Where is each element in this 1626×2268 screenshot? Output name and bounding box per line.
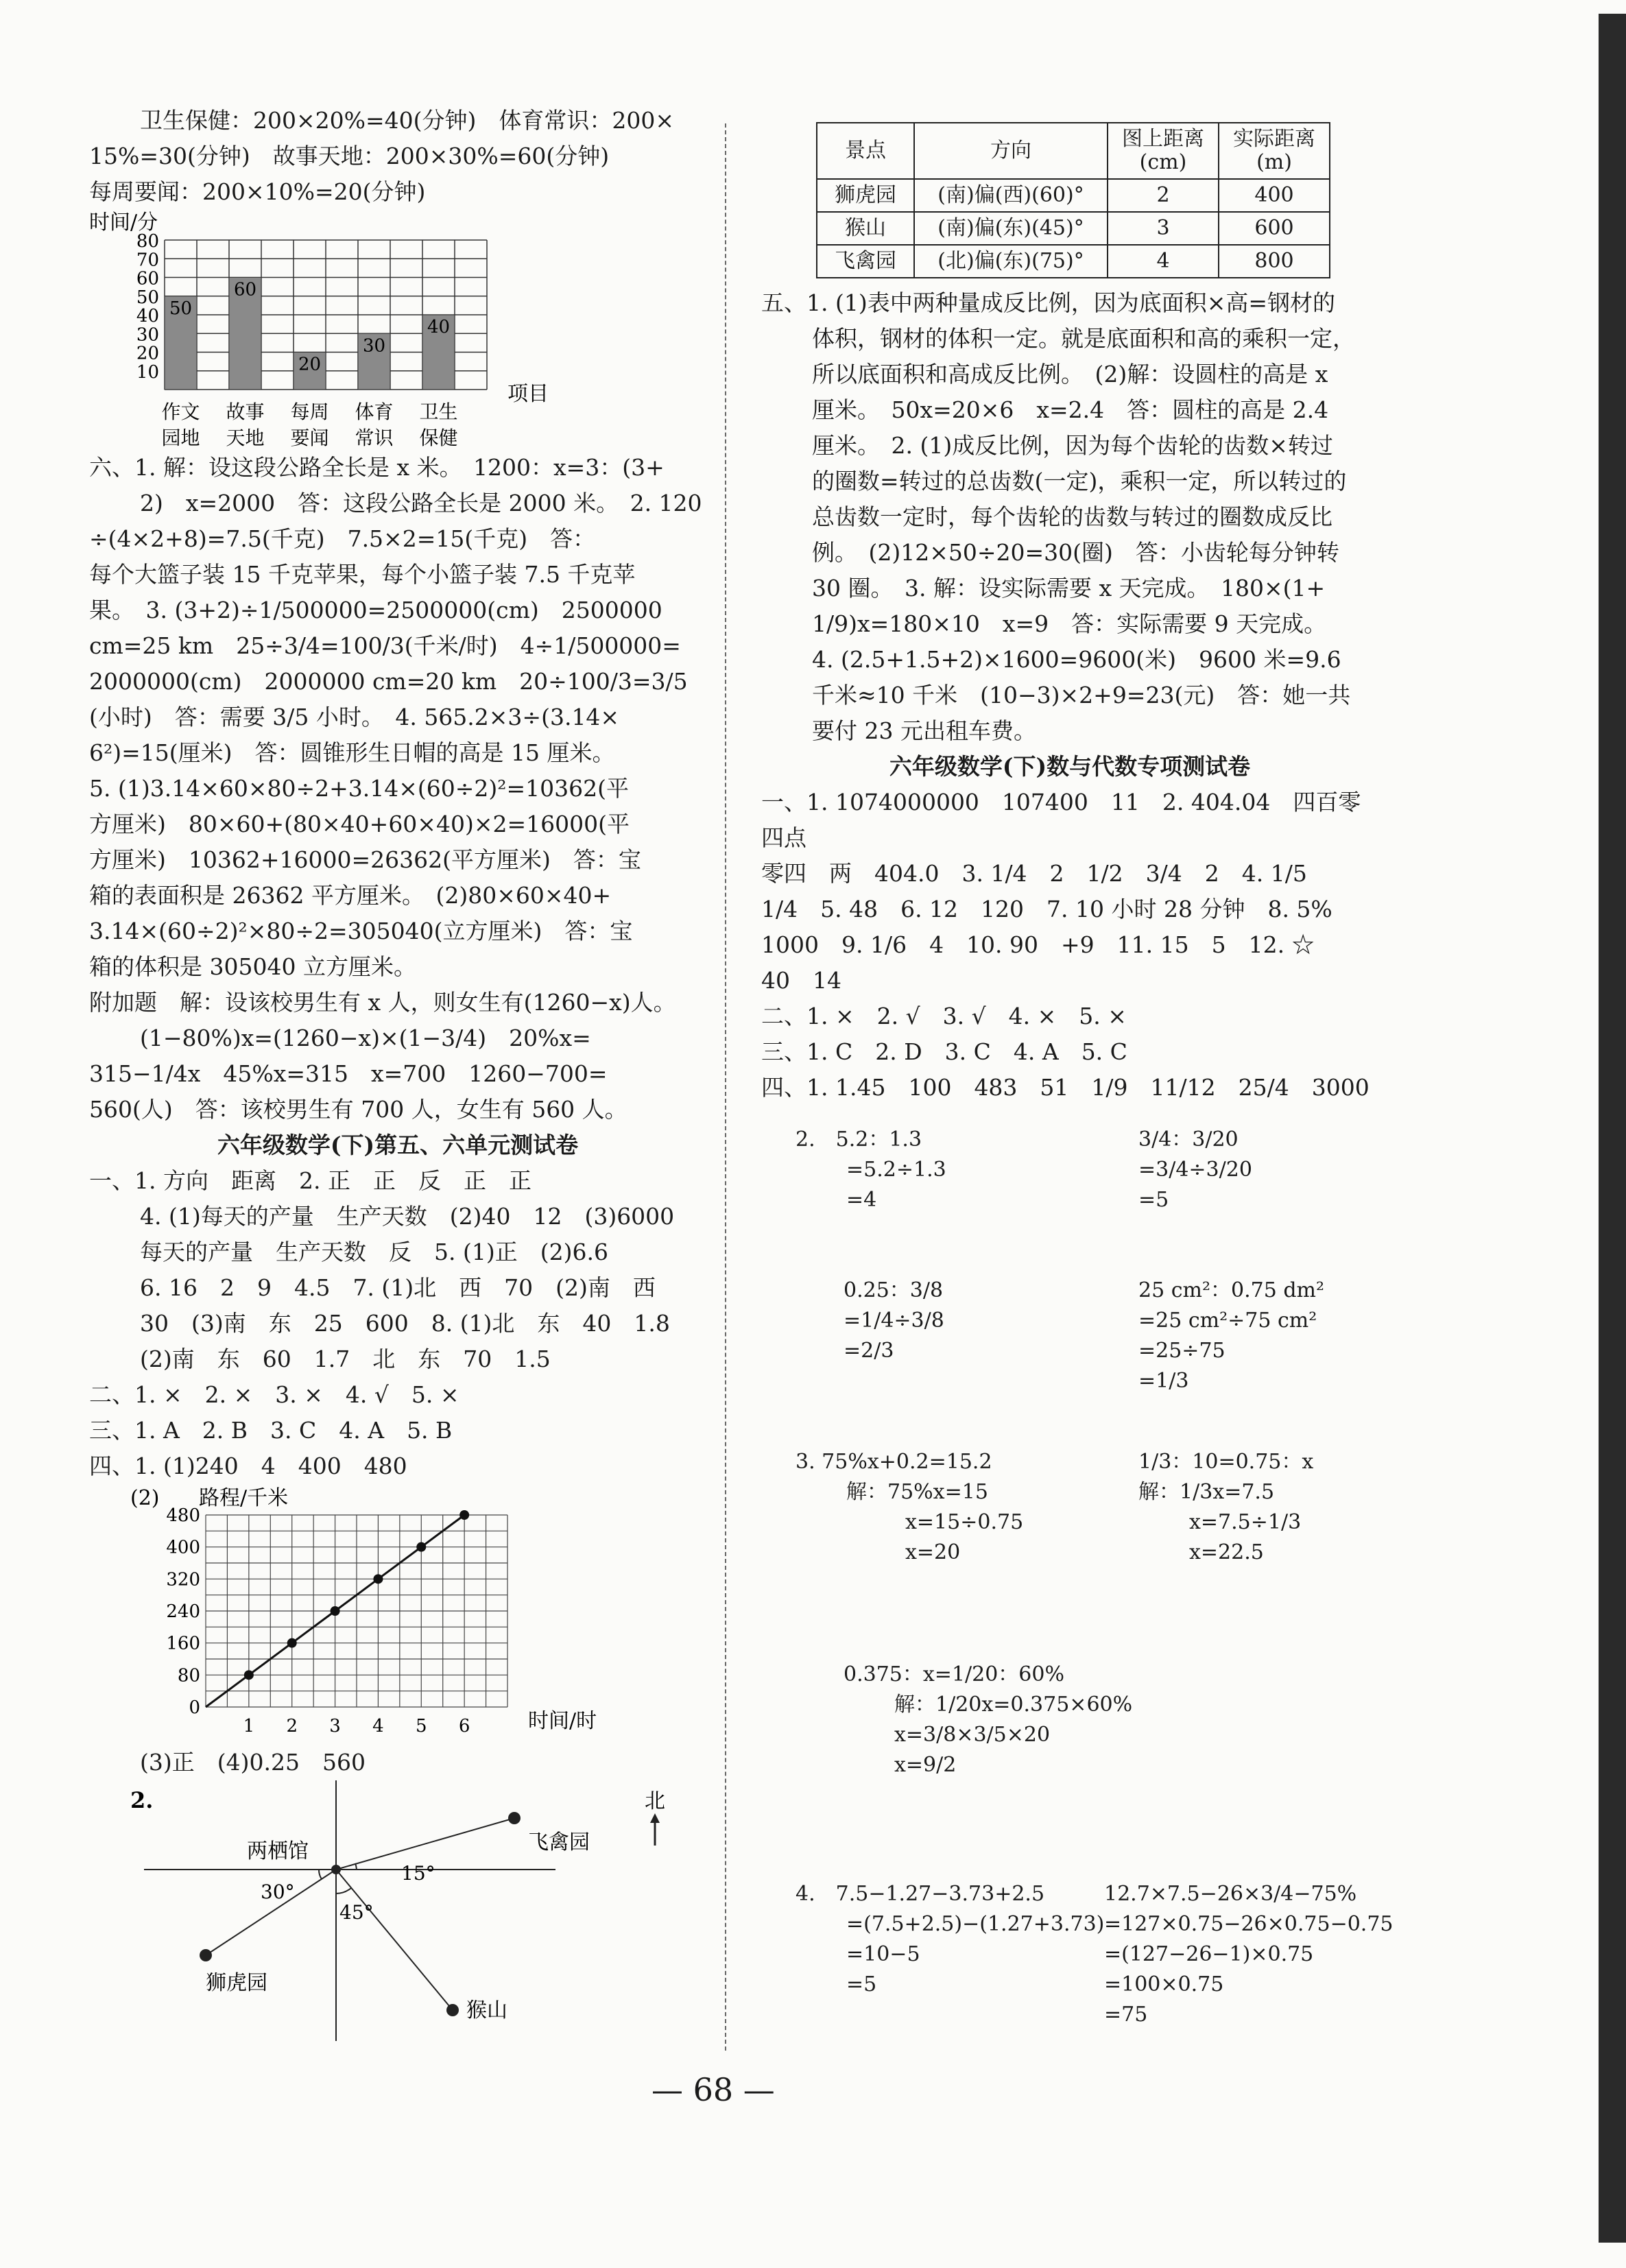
y-tick-label: 400 — [166, 1537, 200, 1558]
direction-map — [89, 1780, 693, 2041]
bar-value-label: 60 — [233, 279, 257, 300]
answer-line: 附加题 解：设该校男生有 x 人，则女生有(1260−x)人。 — [89, 989, 676, 1016]
lion-park-label: 狮虎园 — [206, 1971, 267, 1995]
answer-line: 315−1/4x 45%x=315 x=700 1260−700= — [89, 1060, 608, 1087]
answer-line: 30 (3)南 东 25 600 8. (1)北 东 40 1.8 — [140, 1310, 670, 1337]
answer-line: 所以底面积和高成反比例。 (2)解：设圆柱的高是 x — [812, 361, 1328, 387]
line-chart-ylabel: 路程/千米 — [199, 1486, 289, 1510]
math-block — [796, 1879, 1104, 2000]
y-tick-label: 160 — [166, 1633, 200, 1654]
y-tick-label: 480 — [166, 1505, 200, 1526]
answer-line: 方厘米) 10362+16000=26362(平方厘米) 答：宝 — [89, 846, 641, 873]
category-label: 卫生 — [419, 401, 458, 423]
math-line: =1/4÷3/8 — [844, 1309, 944, 1333]
math-line: =5.2÷1.3 — [846, 1158, 946, 1182]
answer-line: 总齿数一定时，每个齿轮的齿数与转过的圈数成反比 — [812, 503, 1332, 530]
data-point — [287, 1638, 297, 1648]
scan-edge — [1599, 14, 1626, 2243]
math-line: =100×0.75 — [1104, 1972, 1224, 1996]
table-row — [817, 179, 1330, 212]
answer-line: 6. 16 2 9 4.5 7. (1)北 西 70 (2)南 西 — [140, 1274, 656, 1301]
line-chart-item-label: (2) — [130, 1486, 160, 1510]
data-point — [373, 1574, 383, 1584]
x-tick-label: 5 — [416, 1716, 427, 1736]
answer-line: 五、1. (1)表中两种量成反比例，因为底面积×高=钢材的 — [761, 289, 1336, 316]
math-line: 12.7×7.5−26×3/4−75% — [1104, 1882, 1357, 1906]
bar-chart-yticks — [136, 231, 159, 383]
answer-line: 4. (1)每天的产量 生产天数 (2)40 12 (3)6000 — [140, 1203, 675, 1230]
answer-line: 一、1. 方向 距离 2. 正 正 反 正 正 — [89, 1167, 531, 1194]
bar-chart-xlabel: 项目 — [507, 382, 549, 406]
answer-line: 2) x=2000 答：这段公路全长是 2000 米。 2. 120 — [140, 490, 702, 516]
math-block — [796, 1125, 946, 1215]
answer-line: 千米≈10 千米 (10−3)×2+9=23(元) 答：她一共 — [812, 682, 1351, 708]
y-tick-label: 10 — [136, 361, 159, 383]
answer-line: 例。 (2)12×50÷20=30(圈) 答：小齿轮每分钟转 — [812, 539, 1339, 566]
table-cell: 600 — [1219, 212, 1330, 245]
math-line: 0.25：3/8 — [844, 1278, 944, 1302]
answer-line: 四、1. (1)240 4 400 480 — [89, 1453, 407, 1479]
table-cell: 2 — [1108, 179, 1219, 212]
answer-line: 2000000(cm) 2000000 cm=20 km 20÷100/3=3/5 — [89, 668, 688, 695]
y-tick-label: 80 — [136, 231, 159, 252]
math-line: 解：75%x=15 — [846, 1480, 988, 1504]
map-center-label: 两栖馆 — [247, 1839, 309, 1863]
y-tick-label: 30 — [136, 324, 159, 346]
category-label: 天地 — [226, 427, 265, 449]
category-label: 体育 — [355, 401, 394, 423]
math-line: 3/4：3/20 — [1138, 1127, 1239, 1151]
math-line: =10−5 — [846, 1942, 920, 1966]
table-cell: 800 — [1219, 245, 1330, 278]
answer-line: (1−80%)x=(1260−x)×(1−3/4) 20%x= — [140, 1025, 591, 1051]
math-line: 解：1/20x=0.375×60% — [894, 1693, 1133, 1717]
math-line: 0.375：x=1/20：60% — [844, 1662, 1064, 1686]
math-line: 解：1/3x=7.5 — [1138, 1480, 1275, 1504]
north-arrowhead-icon — [650, 1813, 660, 1823]
table-header-cell: 实际距离(m) — [1219, 123, 1330, 179]
section-five — [761, 285, 1378, 749]
scenic-spot-table — [816, 122, 1330, 278]
math-line: 2. 5.2：1.3 — [796, 1127, 922, 1151]
x-tick-label: 2 — [286, 1716, 298, 1736]
y-tick-label: 40 — [136, 306, 159, 326]
category-label: 要闻 — [290, 427, 329, 449]
answer-line: 三、1. A 2. B 3. C 4. A 5. B — [89, 1417, 453, 1444]
extra-question — [89, 985, 706, 1127]
answer-line: 箱的表面积是 26362 平方厘米。 (2)80×60×40+ — [89, 882, 612, 909]
y-tick-label: 80 — [177, 1665, 200, 1686]
intro-line: 15%=30(分钟) 故事天地：200×30%=60(分钟) — [89, 143, 610, 169]
left-column — [89, 103, 706, 2041]
x-tick-label: 6 — [458, 1716, 470, 1736]
table-row — [817, 245, 1330, 278]
data-point — [459, 1510, 469, 1520]
category-label: 常识 — [355, 427, 394, 449]
north-label: 北 — [645, 1789, 665, 1813]
bar-chart — [89, 210, 693, 450]
number-algebra-answers — [761, 785, 1378, 1106]
table-header-cell: 图上距离(cm) — [1108, 123, 1219, 179]
math-line: x=15÷0.75 — [905, 1510, 1024, 1534]
data-point — [244, 1670, 254, 1680]
answer-line: 厘米。 2. (1)成反比例，因为每个齿轮的齿数×转过 — [812, 432, 1333, 459]
monkey-hill-point — [446, 2004, 459, 2016]
angle-label: 45° — [339, 1901, 374, 1924]
table-header-cell: 方向 — [914, 123, 1108, 179]
answer-line: cm=25 km 25÷3/4=100/3(千米/时) 4÷1/500000= — [89, 632, 681, 659]
unit-test-title: 六年级数学(下)第五、六单元测试卷 — [217, 1132, 579, 1158]
amphibian-hall-point — [331, 1865, 341, 1874]
math-line: =5 — [1138, 1188, 1169, 1212]
data-point — [416, 1542, 426, 1552]
table-cell: 3 — [1108, 212, 1219, 245]
answer-line: 四、1. 1.45 100 483 51 1/9 11/12 25/4 3000 — [761, 1074, 1370, 1101]
bar-value-label: 20 — [298, 354, 322, 375]
column-divider — [725, 123, 726, 2051]
angle-label: 30° — [261, 1881, 295, 1903]
math-line: 25 cm²：0.75 dm² — [1138, 1278, 1324, 1302]
category-label: 园地 — [161, 427, 200, 449]
answer-line: 40 14 — [761, 967, 841, 994]
angle-arc — [336, 1888, 351, 1894]
table-cell: 飞禽园 — [817, 245, 914, 278]
bird-park-label: 飞禽园 — [528, 1830, 590, 1854]
answer-line: ÷(4×2+8)=7.5(千克) 7.5×2=15(千克) 答： — [89, 525, 596, 552]
answer-line: 方厘米) 80×60+(80×40+60×40)×2=16000(平 — [89, 811, 630, 837]
answer-line: 5. (1)3.14×60×80÷2+3.14×(60÷2)²=10362(平 — [89, 775, 630, 802]
math-block — [844, 1276, 944, 1366]
bar-chart-categories — [161, 401, 457, 449]
math-line: =(127−26−1)×0.75 — [1104, 1942, 1314, 1966]
x-tick-label: 1 — [243, 1716, 255, 1736]
answer-line: 1/4 5. 48 6. 12 120 7. 10 小时 28 分钟 8. 5% — [761, 896, 1332, 922]
answer-line: (3)正 (4)0.25 560 — [140, 1749, 366, 1776]
math-block — [1104, 1879, 1394, 2030]
table-cell: (南)偏(西)(60)° — [914, 179, 1108, 212]
category-label: 每周 — [290, 401, 329, 423]
table-header-row — [817, 123, 1330, 179]
intro-line: 每周要闻：200×10%=20(分钟) — [89, 178, 426, 205]
y-tick-label: 0 — [189, 1697, 200, 1718]
answer-line: 箱的体积是 305040 立方厘米。 — [89, 953, 416, 980]
x-tick-label: 4 — [372, 1716, 384, 1736]
map-item-label: 2. — [130, 1787, 154, 1813]
table-row — [817, 212, 1330, 245]
math-line: =(7.5+2.5)−(1.27+3.73) — [846, 1912, 1105, 1936]
answer-line: 体积，钢材的体积一定。就是底面积和高的乘积一定， — [812, 325, 1355, 352]
table-cell: (南)偏(东)(45)° — [914, 212, 1108, 245]
y-tick-label: 320 — [166, 1569, 200, 1590]
math-line: x=7.5÷1/3 — [1189, 1510, 1302, 1534]
answer-line: (2)南 东 60 1.7 北 东 70 1.5 — [140, 1346, 551, 1372]
bird-park-point — [508, 1812, 521, 1824]
category-label: 故事 — [226, 401, 265, 423]
line-chart-xlabel: 时间/时 — [528, 1709, 597, 1733]
math-line: x=22.5 — [1189, 1540, 1264, 1564]
line-chart-series — [206, 1510, 469, 1707]
math-line: x=3/8×3/5×20 — [894, 1723, 1051, 1747]
table-cell: 4 — [1108, 245, 1219, 278]
answer-line: 4. (2.5+1.5+2)×1600=9600(米) 9600 米=9.6 — [812, 646, 1341, 673]
answer-line: 一、1. 1074000000 107400 11 2. 404.04 四百零四点 — [761, 789, 1361, 851]
math-line: 4. 7.5−1.27−3.73+2.5 — [796, 1882, 1045, 1906]
math-line: =2/3 — [844, 1339, 894, 1363]
math-block — [1138, 1125, 1252, 1215]
math-line: x=9/2 — [894, 1753, 957, 1777]
monkey-hill-label: 猴山 — [466, 1998, 507, 2022]
x-tick-label: 3 — [329, 1716, 341, 1736]
answer-line: 二、1. × 2. √ 3. √ 4. × 5. × — [761, 1003, 1127, 1029]
bar-value-label: 30 — [362, 335, 386, 357]
y-tick-label: 20 — [136, 343, 159, 364]
bar-chart-ylabel: 时间/分 — [89, 211, 158, 235]
math-line: =4 — [846, 1188, 877, 1212]
section-six — [89, 450, 706, 985]
answer-line: 3.14×(60÷2)²×80÷2=305040(立方厘米) 答：宝 — [89, 918, 633, 944]
answer-line: 零四 两 404.0 3. 1/4 2 1/2 3/4 2 4. 1/5 — [761, 860, 1307, 887]
data-point — [331, 1606, 340, 1616]
table-cell: 400 — [1219, 179, 1330, 212]
y-tick-label: 240 — [166, 1601, 200, 1622]
table-cell: 狮虎园 — [817, 179, 914, 212]
y-tick-label: 60 — [136, 268, 159, 289]
table-header-cell: 景点 — [817, 123, 914, 179]
answer-line: 厘米。 50x=20×6 x=2.4 答：圆柱的高是 2.4 — [812, 396, 1329, 423]
route-to-monkey-hill — [336, 1870, 453, 2010]
math-line: 3. 75%x+0.2=15.2 — [796, 1450, 992, 1474]
math-line: =25 cm²÷75 cm² — [1138, 1309, 1317, 1333]
answer-line: 六、1. 解：设这段公路全长是 x 米。 1200：x=3：(3+ — [89, 454, 665, 481]
answer-line: 6²)=15(厘米) 答：圆锥形生日帽的高是 15 厘米。 — [89, 739, 615, 766]
answer-line: 1/9)x=180×10 x=9 答：实际需要 9 天完成。 — [812, 610, 1327, 637]
math-line: 1/3：10=0.75：x — [1138, 1450, 1314, 1474]
y-tick-label: 70 — [136, 250, 159, 271]
answer-line: 果。 3. (3+2)÷1/500000=2500000(cm) 2500000 — [89, 597, 662, 623]
math-line: =5 — [846, 1972, 877, 1996]
math-block — [1138, 1447, 1313, 1568]
answer-line: 要付 23 元出租车费。 — [812, 717, 1036, 744]
right-column — [761, 122, 1378, 1106]
math-line: =127×0.75−26×0.75−0.75 — [1104, 1912, 1394, 1936]
math-line: =1/3 — [1138, 1369, 1189, 1393]
bar-chart-grid — [165, 240, 487, 390]
math-block — [796, 1447, 1023, 1568]
math-line: =75 — [1104, 2003, 1148, 2027]
answer-line: 30 圈。 3. 解：设实际需要 x 天完成。 180×(1+ — [812, 575, 1326, 601]
bar-value-label: 50 — [169, 298, 193, 319]
intro-line: 卫生保健：200×20%=40(分钟) 体育常识：200× — [140, 107, 675, 134]
math-line: =3/4÷3/20 — [1138, 1158, 1252, 1182]
category-label: 保健 — [419, 427, 458, 449]
angle-label: 15° — [401, 1862, 435, 1885]
answer-line: 的圈数=转过的总齿数(一定)，乘积一定，所以转过的 — [812, 468, 1347, 494]
answer-line: 560(人) 答：该校男生有 700 人，女生有 560 人。 — [89, 1096, 627, 1123]
answer-line: 二、1. × 2. × 3. × 4. √ 5. × — [89, 1381, 459, 1408]
answer-line: 每个大篮子装 15 千克苹果，每个小篮子装 7.5 千克苹 — [89, 561, 636, 588]
math-block — [844, 1660, 1132, 1780]
math-line: =25÷75 — [1138, 1339, 1226, 1363]
lion-park-point — [200, 1949, 212, 1961]
line-chart — [89, 1484, 693, 1745]
angle-arc — [319, 1870, 322, 1879]
page-number: — 68 — — [651, 2071, 775, 2108]
answer-line: (小时) 答：需要 3/5 小时。 4. 565.2×3÷(3.14× — [89, 704, 620, 730]
answer-line: 三、1. C 2. D 3. C 4. A 5. C — [761, 1038, 1127, 1065]
answer-line: 1000 9. 1/6 4 10. 90 +9 11. 15 5 12. ☆ — [761, 931, 1315, 958]
table-cell: 猴山 — [817, 212, 914, 245]
number-algebra-test-title: 六年级数学(下)数与代数专项测试卷 — [889, 753, 1251, 780]
bar-value-label: 40 — [427, 317, 451, 337]
table-cell: (北)偏(东)(75)° — [914, 245, 1108, 278]
math-line: x=20 — [905, 1540, 961, 1564]
answer-line: 每天的产量 生产天数 反 5. (1)正 (2)6.6 — [140, 1239, 608, 1265]
category-label: 作文 — [161, 401, 200, 423]
unit-test-answers — [89, 1163, 706, 1484]
y-tick-label: 50 — [136, 287, 159, 308]
math-block — [1138, 1276, 1324, 1396]
